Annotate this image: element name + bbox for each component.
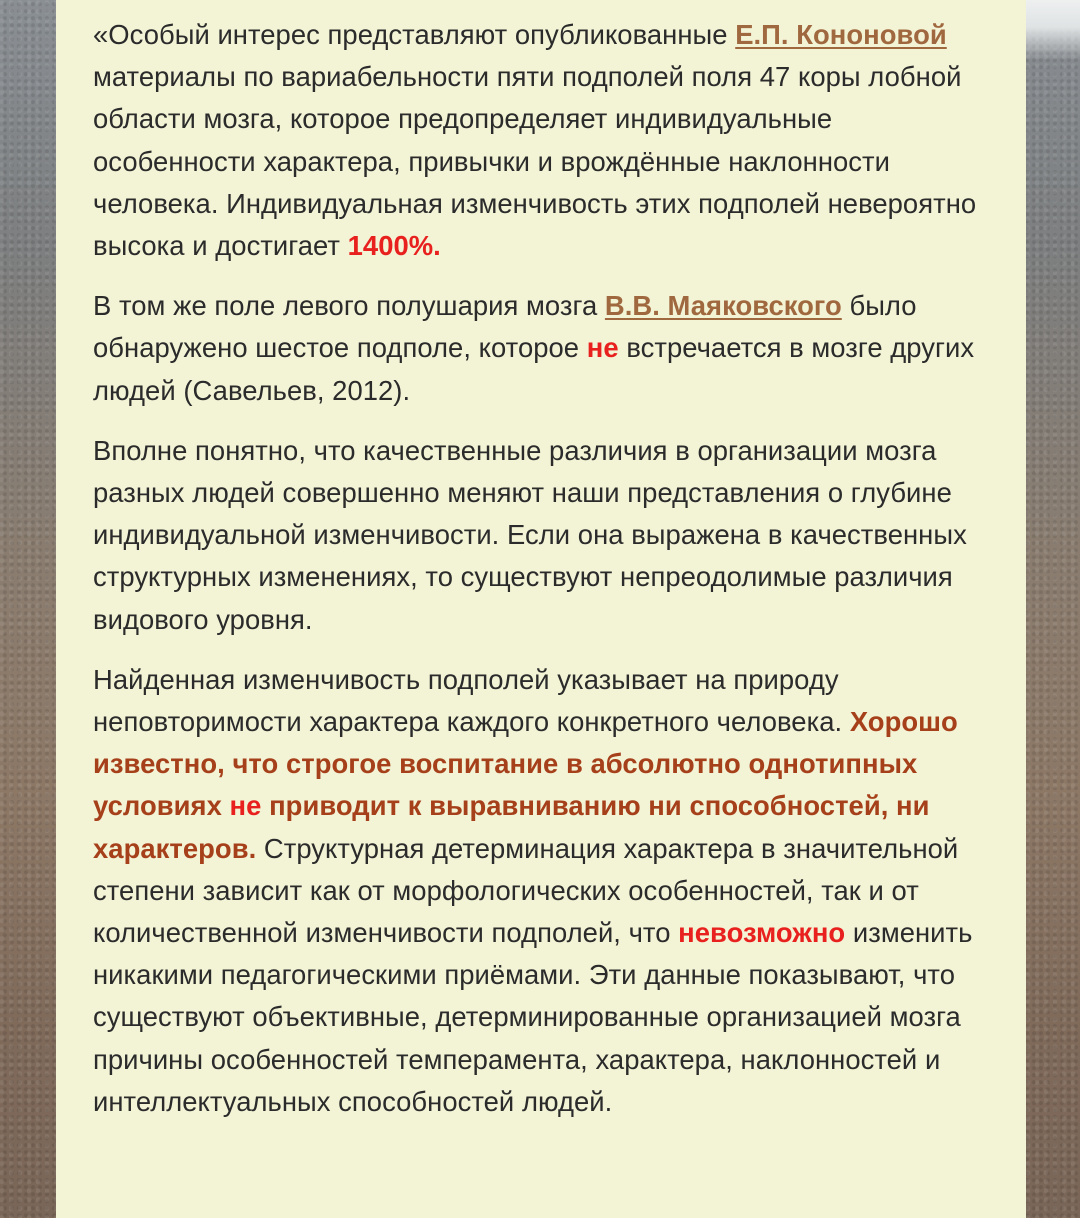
paragraph-1 (93, 14, 990, 267)
paragraph-1-text-start: «Особый интерес представляют опубликованные (93, 19, 736, 50)
paragraph-2-text-middle: было обнаружено шестое подполе, которое (93, 290, 917, 364)
article-panel (56, 0, 1026, 1218)
paragraph-4-text-middle: Структурная детерминация характера в значительной степени зависит как от морфологических особенностей, так и от количественной изменчивости подполей, что (93, 832, 959, 949)
paragraph-4 (93, 659, 990, 1123)
paragraph-4-text-end: изменить никакими педагогическими приёмами. Эти данные показывают, что существуют объективные, детерминированные организацией мозга причины особенностей темперамента, характера, наклонностей и интеллектуальных способностей людей. (93, 917, 973, 1117)
emphasis-upbringing-start: Хорошо известно, что строгое воспитание в абсолютно однотипных условиях (93, 706, 958, 822)
background-beach-left (0, 0, 56, 1218)
emphasis-upbringing-end: приводит к выравниванию ни способностей, ни характеров. (93, 790, 930, 864)
highlight-ne-2: не (229, 790, 262, 822)
link-mayakovsky[interactable]: В.В. Маяковского (604, 290, 842, 322)
paragraph-4-text-start: Найденная изменчивость подполей указывает на природу неповторимости характера каждого конкретного человека. (93, 663, 850, 738)
highlight-impossible: невозможно (678, 917, 846, 949)
link-kononova[interactable]: Е.П. Кононовой (735, 19, 947, 50)
background-sea-foam (1026, 0, 1080, 60)
paragraph-2-text-start: В том же поле левого полушария мозга (93, 290, 605, 322)
paragraph-1-text-middle: материалы по вариабельности пяти подполей поля 47 коры лобной области мозга, которое предопределяет индивидуальные особенности характера, привычки и врождённые наклонности человека. Индивидуальная изменчивость этих подполей невероятно высока и достигает (93, 61, 977, 262)
highlight-1400-percent: 1400%. (347, 230, 441, 262)
paragraph-3: Вполне понятно, что качественные различия в организации мозга разных людей совершенно меняют наши представления о глубине индивидуальной изменчивости. Если она выражена в качественных структурных изменениях, то существуют непреодолимые различия видового уровня. (93, 434, 967, 635)
paragraph-2-text-end: встречается в мозге других людей (Савельев, 2012). (93, 332, 975, 406)
paragraph-2 (93, 285, 990, 412)
background-beach-right (1026, 0, 1080, 1218)
highlight-ne: не (586, 332, 619, 364)
